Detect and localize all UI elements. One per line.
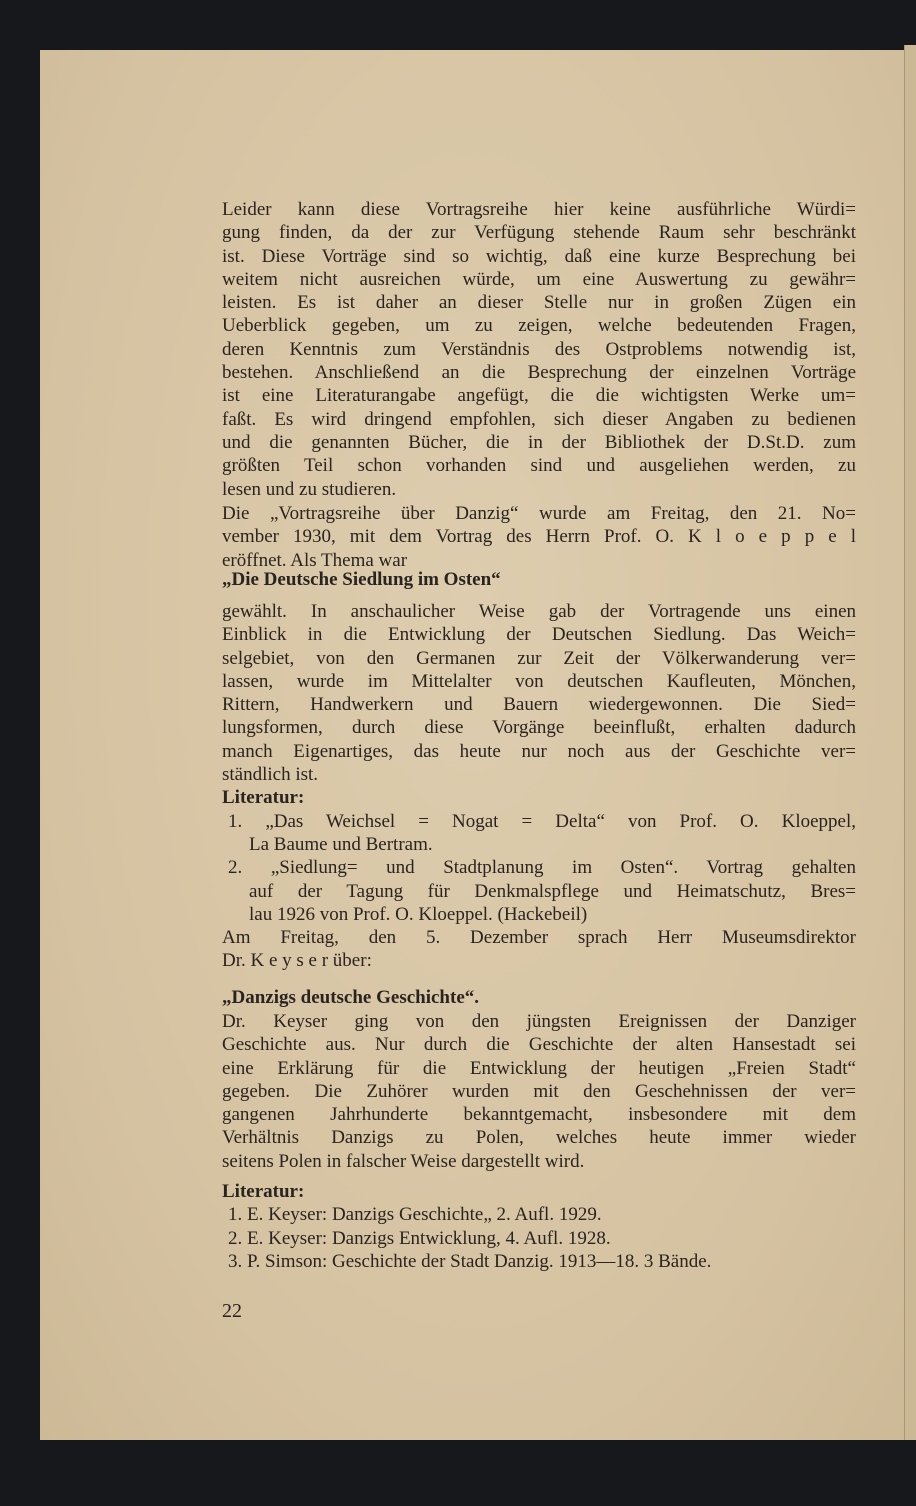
text-line: Leider kann diese Vortragsreihe hier keine ausführliche Würdi= [222, 199, 856, 220]
list-item-line: auf der Tagung für Denkmalspflege und Heimatschutz, Bres= [249, 880, 856, 902]
text-line: größten Teil schon vorhanden sind und ausgeliehen werden, zu [222, 455, 856, 477]
text-line: Dr. K e y s e r über: [222, 950, 372, 972]
list-item-line: 1. „Das Weichsel = Nogat = Delta“ von Prof. O. Kloeppel, [228, 810, 856, 832]
page-edge [904, 45, 916, 1440]
text-line: selgebiet, von den Germanen zur Zeit der Völkerwanderung ver= [222, 647, 856, 669]
text-line: Rittern, Handwerkern und Bauern wiedergewonnen. Die Sied= [222, 694, 856, 716]
text-line: vember 1930, mit dem Vortrag des Herrn Prof. O. K l o e p p e l [222, 526, 856, 548]
text-line: ständlich ist. [222, 764, 319, 786]
text-line: faßt. Es wird dringend empfohlen, sich dieser Angaben zu bedienen [222, 408, 856, 430]
list-item-line: 2. „Siedlung= und Stadtplanung im Osten“. Vortrag gehalten [228, 857, 856, 879]
heading-line: „Die Deutsche Siedlung im Osten“ [222, 569, 501, 590]
list-item-line: La Baume und Bertram. [249, 833, 433, 855]
text-line: Die „Vortragsreihe über Danzig“ wurde am Freitag, den 21. No= [222, 503, 856, 524]
text-line: lesen und zu studieren. [222, 478, 397, 500]
text-block [222, 1180, 856, 1273]
text-block [222, 1010, 856, 1173]
text-line: Am Freitag, den 5. Dezember sprach Herr Museumsdirektor [222, 927, 856, 949]
text-block [222, 198, 856, 501]
text-line: Dr. Keyser ging von den jüngsten Ereignissen der Danziger [222, 1011, 856, 1032]
text-line: seitens Polen in falscher Weise dargestellt wird. [222, 1150, 585, 1172]
text-line: lassen, wurde im Mittelalter von deutschen Kaufleuten, Mönchen, [222, 670, 856, 692]
text-line: deren Kenntnis zum Verständnis des Ostproblems notwendig ist, [222, 338, 856, 360]
text-block [222, 986, 856, 1009]
text-line: weitem nicht ausreichen würde, um eine Auswertung zu gewähr= [222, 268, 856, 290]
heading-line: Literatur: [222, 787, 305, 809]
text-line: Ueberblick gegeben, um zu zeigen, welche bedeutenden Fragen, [222, 315, 856, 337]
text-line: gegeben. Die Zuhörer wurden mit den Geschehnissen der ver= [222, 1080, 856, 1102]
text-block [222, 568, 856, 591]
list-item-line: lau 1926 von Prof. O. Kloeppel. (Hackebeil) [249, 903, 588, 925]
text-line: bestehen. Anschließend an die Besprechung der einzelnen Vorträge [222, 362, 856, 384]
text-line: manch Eigenartiges, das heute nur noch aus der Geschichte ver= [222, 740, 856, 762]
text-line: Verhältnis Danzigs zu Polen, welches heute immer wieder [222, 1127, 856, 1149]
text-line: leisten. Es ist daher an dieser Stelle nur in großen Zügen ein [222, 292, 856, 314]
text-line: eine Erklärung für die Entwicklung der heutigen „Freien Stadt“ [222, 1057, 856, 1079]
list-item-line: 2. E. Keyser: Danzigs Entwicklung, 4. Aufl. 1928. [228, 1227, 611, 1249]
text-line: lungsformen, durch diese Vorgänge beeinflußt, erhalten dadurch [222, 717, 856, 739]
text-line: gewählt. In anschaulicher Weise gab der Vortragende uns einen [222, 601, 856, 622]
text-block [222, 600, 856, 973]
text-line: gung finden, da der zur Verfügung stehende Raum sehr beschränkt [222, 222, 856, 244]
text-line: ist. Diese Vorträge sind so wichtig, daß eine kurze Besprechung bei [222, 245, 856, 267]
page-number: 22 [222, 1300, 242, 1322]
text-line: ist eine Literaturangabe angefügt, die die wichtigsten Werke um= [222, 385, 856, 407]
text-line: eröffnet. Als Thema war [222, 549, 408, 571]
text-block [222, 502, 856, 572]
list-item-line: 1. E. Keyser: Danzigs Geschichte„ 2. Aufl. 1929. [228, 1204, 602, 1226]
text-line: Einblick in die Entwicklung der Deutschen Siedlung. Das Weich= [222, 624, 856, 646]
heading-line: Literatur: [222, 1181, 305, 1202]
text-line: Geschichte aus. Nur durch die Geschichte der alten Hansestadt sei [222, 1034, 856, 1056]
list-item-line: 3. P. Simson: Geschichte der Stadt Danzig. 1913—18. 3 Bände. [228, 1250, 712, 1272]
text-line: und die genannten Bücher, die in der Bibliothek der D.St.D. zum [222, 431, 856, 453]
text-line: gangenen Jahrhunderte bekanntgemacht, insbesondere mit dem [222, 1104, 856, 1126]
heading-line: „Danzigs deutsche Geschichte“. [222, 987, 480, 1008]
